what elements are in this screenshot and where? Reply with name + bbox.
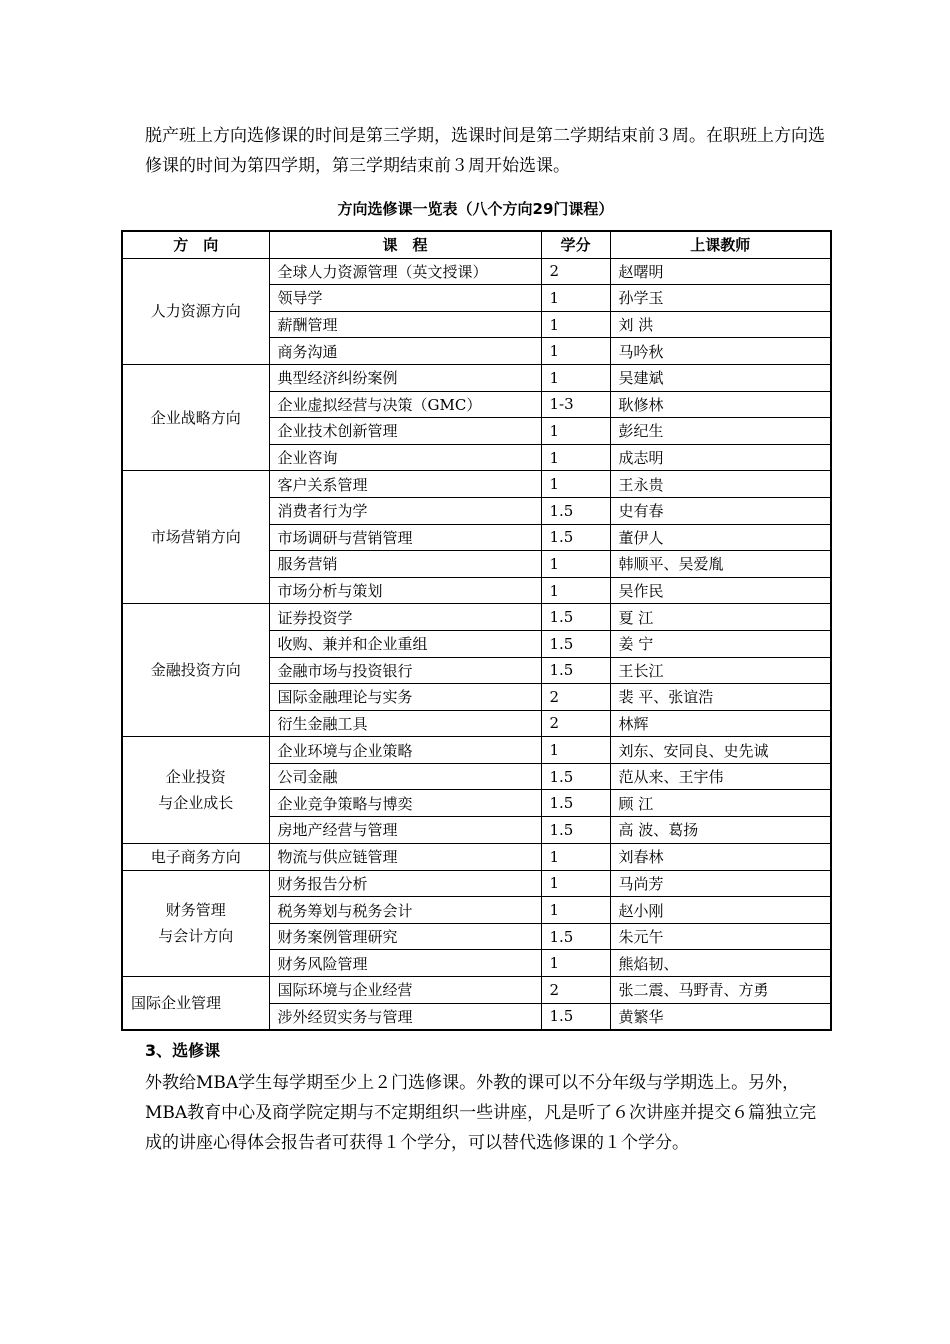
credit-cell: 1 — [541, 843, 610, 870]
course-cell: 财务风险管理 — [269, 950, 541, 977]
section-3-paragraph: 外教给MBA学生每学期至少上２门选修课。外教的课可以不分年级与学期选上。另外，MBA教育中心及商学院定期与不定期组织一些讲座，凡是听了６次讲座并提交６篇独立完成的讲座心得体会报告者可获得１个学分，可以替代选修课的１个学分。 — [145, 1073, 817, 1153]
direction-cell — [122, 364, 269, 470]
direction-label: 国际企业管理 — [131, 994, 222, 1013]
course-cell: 消费者行为学 — [269, 497, 541, 524]
teacher-cell: 董伊人 — [610, 524, 831, 551]
credit-cell: 1 — [541, 551, 610, 578]
credit-cell: 1 — [541, 950, 610, 977]
teacher-cell: 刘春林 — [610, 843, 831, 870]
teacher-cell: 熊焰韧、 — [610, 950, 831, 977]
credit-cell: 1.5 — [541, 657, 610, 684]
teacher-cell: 马尚芳 — [610, 870, 831, 897]
table-row — [122, 604, 831, 631]
credit-cell: 1 — [541, 471, 610, 498]
teacher-cell: 高 波、葛扬 — [610, 817, 831, 844]
teacher-cell: 刘 洪 — [610, 311, 831, 338]
credit-cell: 1 — [541, 870, 610, 897]
course-cell: 企业技术创新管理 — [269, 418, 541, 445]
course-cell: 典型经济纠纷案例 — [269, 364, 541, 391]
elective-course-table — [121, 230, 832, 1031]
course-cell: 领导学 — [269, 285, 541, 312]
direction-label: 企业投资 — [165, 767, 226, 786]
teacher-cell: 耿修林 — [610, 391, 831, 418]
table-row — [122, 737, 831, 764]
course-cell: 商务沟通 — [269, 338, 541, 365]
table-row — [122, 870, 831, 897]
teacher-cell: 姜 宁 — [610, 630, 831, 657]
direction-label: 金融投资方向 — [150, 661, 241, 680]
table-body — [122, 258, 831, 1030]
direction-cell — [122, 870, 269, 976]
course-cell: 财务案例管理研究 — [269, 923, 541, 950]
direction-label: 市场营销方向 — [150, 528, 241, 547]
table-row — [122, 364, 831, 391]
teacher-cell: 马吟秋 — [610, 338, 831, 365]
table-row — [122, 258, 831, 285]
credit-cell: 1 — [541, 364, 610, 391]
teacher-cell: 王永贵 — [610, 471, 831, 498]
direction-cell — [122, 977, 269, 1031]
direction-cell — [122, 604, 269, 737]
teacher-cell: 黄繁华 — [610, 1003, 831, 1030]
credit-cell: 1 — [541, 311, 610, 338]
course-cell: 涉外经贸实务与管理 — [269, 1003, 541, 1030]
course-cell: 企业竞争策略与博奕 — [269, 790, 541, 817]
credit-cell: 2 — [541, 684, 610, 711]
credit-cell: 1.5 — [541, 630, 610, 657]
teacher-cell: 吴作民 — [610, 577, 831, 604]
credit-cell: 1.5 — [541, 497, 610, 524]
credit-cell: 1.5 — [541, 817, 610, 844]
direction-label: 与企业成长 — [158, 793, 234, 812]
header-teacher: 上课教师 — [610, 231, 831, 258]
credit-cell: 1-3 — [541, 391, 610, 418]
course-cell: 企业咨询 — [269, 444, 541, 471]
course-cell: 国际环境与企业经营 — [269, 977, 541, 1004]
teacher-cell: 林辉 — [610, 710, 831, 737]
credit-cell: 1 — [541, 418, 610, 445]
credit-cell: 1 — [541, 285, 610, 312]
course-cell: 税务筹划与税务会计 — [269, 897, 541, 924]
direction-cell — [122, 471, 269, 604]
teacher-cell: 史有春 — [610, 497, 831, 524]
course-cell: 证券投资学 — [269, 604, 541, 631]
teacher-cell: 赵小刚 — [610, 897, 831, 924]
credit-cell: 1.5 — [541, 763, 610, 790]
course-cell: 企业环境与企业策略 — [269, 737, 541, 764]
course-cell: 房地产经营与管理 — [269, 817, 541, 844]
credit-cell: 2 — [541, 977, 610, 1004]
course-cell: 市场分析与策划 — [269, 577, 541, 604]
teacher-cell: 裴 平、张谊浩 — [610, 684, 831, 711]
credit-cell: 1 — [541, 737, 610, 764]
course-cell: 财务报告分析 — [269, 870, 541, 897]
course-cell: 服务营销 — [269, 551, 541, 578]
teacher-cell: 张二震、马野青、方勇 — [610, 977, 831, 1004]
teacher-cell: 成志明 — [610, 444, 831, 471]
section-3-title: 3、选修课 — [145, 1041, 221, 1060]
credit-cell: 1 — [541, 444, 610, 471]
teacher-cell: 范从来、王宇伟 — [610, 763, 831, 790]
teacher-cell: 彭纪生 — [610, 418, 831, 445]
direction-cell — [122, 843, 269, 870]
credit-cell: 1 — [541, 897, 610, 924]
course-cell: 客户关系管理 — [269, 471, 541, 498]
course-cell: 薪酬管理 — [269, 311, 541, 338]
teacher-cell: 韩顺平、吴爱胤 — [610, 551, 831, 578]
course-cell: 全球人力资源管理（英文授课） — [269, 258, 541, 285]
intro-paragraph: 脱产班上方向选修课的时间是第三学期，选课时间是第二学期结束前３周。在职班上方向选修课的时间为第四学期，第三学期结束前３周开始选课。 — [145, 126, 825, 176]
teacher-cell: 夏 江 — [610, 604, 831, 631]
course-cell: 衍生金融工具 — [269, 710, 541, 737]
credit-cell: 1.5 — [541, 524, 610, 551]
credit-cell: 2 — [541, 710, 610, 737]
teacher-cell: 刘东、安同良、史先诚 — [610, 737, 831, 764]
direction-label: 企业战略方向 — [150, 408, 241, 427]
course-cell: 公司金融 — [269, 763, 541, 790]
credit-cell: 1.5 — [541, 790, 610, 817]
credit-cell: 2 — [541, 258, 610, 285]
credit-cell: 1.5 — [541, 923, 610, 950]
course-cell: 市场调研与营销管理 — [269, 524, 541, 551]
credit-cell: 1 — [541, 577, 610, 604]
credit-cell: 1 — [541, 338, 610, 365]
direction-label: 财务管理 — [165, 901, 226, 920]
credit-cell: 1.5 — [541, 604, 610, 631]
course-cell: 金融市场与投资银行 — [269, 657, 541, 684]
table-title: 方向选修课一览表（八个方向29门课程） — [337, 200, 614, 218]
teacher-cell: 王长江 — [610, 657, 831, 684]
direction-label: 与会计方向 — [158, 927, 234, 946]
table-row — [122, 977, 831, 1004]
header-direction: 方 向 — [122, 231, 269, 258]
table-row — [122, 843, 831, 870]
teacher-cell: 赵曙明 — [610, 258, 831, 285]
header-credit: 学分 — [541, 231, 610, 258]
direction-cell — [122, 258, 269, 364]
direction-label: 人力资源方向 — [150, 302, 241, 321]
teacher-cell: 孙学玉 — [610, 285, 831, 312]
course-cell: 收购、兼并和企业重组 — [269, 630, 541, 657]
teacher-cell: 顾 江 — [610, 790, 831, 817]
credit-cell: 1.5 — [541, 1003, 610, 1030]
table-row — [122, 471, 831, 498]
header-course: 课 程 — [269, 231, 541, 258]
teacher-cell: 朱元午 — [610, 923, 831, 950]
course-cell: 企业虚拟经营与决策（GMC） — [269, 391, 541, 418]
direction-label: 电子商务方向 — [150, 847, 241, 866]
teacher-cell: 吴建斌 — [610, 364, 831, 391]
course-cell: 国际金融理论与实务 — [269, 684, 541, 711]
direction-cell — [122, 737, 269, 843]
course-cell: 物流与供应链管理 — [269, 843, 541, 870]
table-header-row — [122, 231, 831, 258]
